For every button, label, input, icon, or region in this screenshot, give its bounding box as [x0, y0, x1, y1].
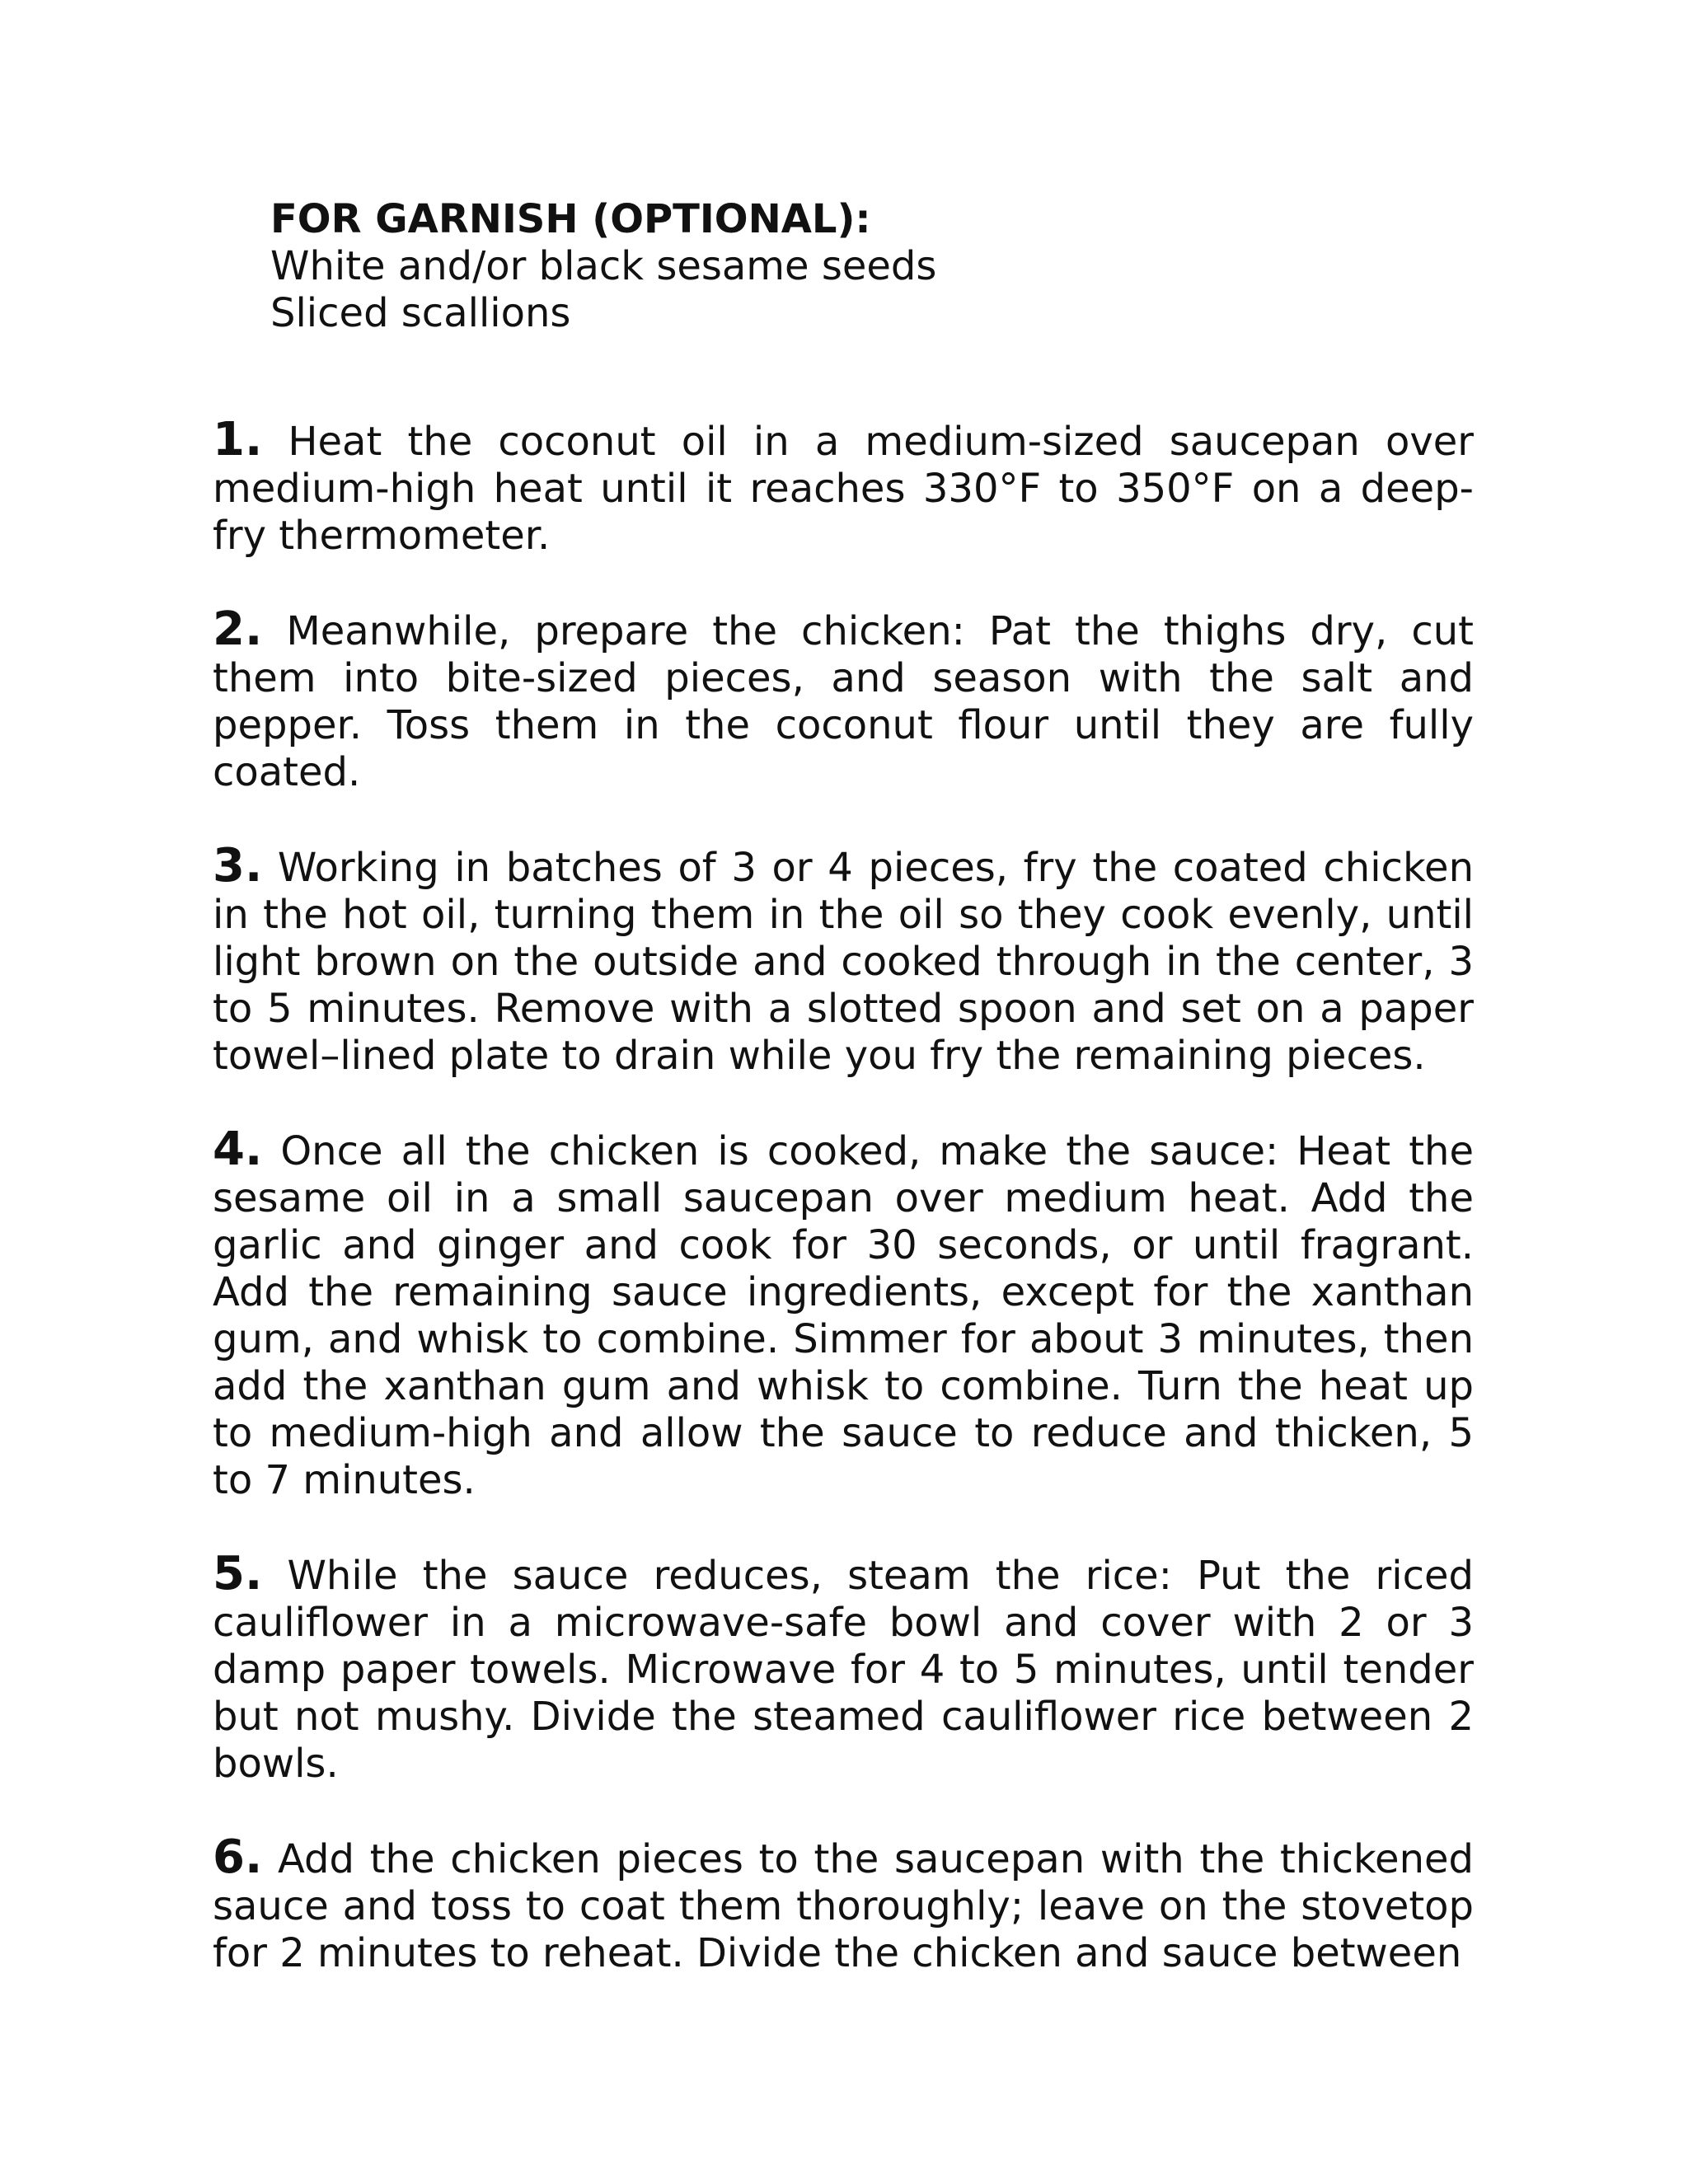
instruction-step — [213, 839, 1474, 1080]
step-text: Heat the coconut oil in a medium-sized saucepan over medium-high heat until it reaches 330°F to 350°F on a deep-fry thermometer. — [213, 419, 1474, 559]
instruction-step — [213, 1122, 1474, 1504]
instructions-list — [213, 413, 1475, 2023]
garnish-item: White and/or black sesame seeds — [270, 243, 937, 289]
step-number: 5. — [213, 1547, 263, 1601]
step-text: Meanwhile, prepare the chicken: Pat the thighs dry, cut them into bite-sized pieces, and season with the salt and pepper. Toss them in the coconut flour until they are fully coated. — [213, 608, 1474, 795]
instruction-step — [213, 1830, 1475, 1977]
step-text: While the sauce reduces, steam the rice: Put the riced cauliflower in a microwave-safe bowl and cover with 2 or 3 damp paper towels. Microwave for 4 to 5 minutes, until tender but not mushy. Divide the steamed cauliflower rice between 2 bowls. — [213, 1553, 1475, 1787]
step-number: 1. — [213, 413, 263, 466]
garnish-item: Sliced scallions — [270, 290, 571, 336]
instruction-step — [213, 602, 1474, 796]
garnish-heading: FOR GARNISH (OPTIONAL): — [270, 196, 871, 242]
step-number: 3. — [213, 839, 263, 893]
step-text: Add the chicken pieces to the saucepan with the thickened sauce and toss to coat them thoroughly; leave on the stovetop for 2 minutes to reheat. Divide the chicken and sauce between — [213, 1836, 1475, 1976]
step-number: 2. — [213, 602, 263, 656]
step-text: Once all the chicken is cooked, make the sauce: Heat the sesame oil in a small saucepan over medium heat. Add the garlic and ginger and cook for 30 seconds, or until fragrant. Add the remaining sauce ingredients, except for the xanthan gum, and whisk to combine. Simmer for about 3 minutes, then add the xanthan gum and whisk to combine. Turn the heat up to medium-high and allow the sauce to reduce and thicken, 5 to 7 minutes. — [213, 1128, 1474, 1503]
instruction-step — [213, 1547, 1475, 1788]
garnish-section — [270, 196, 1424, 337]
step-number: 6. — [213, 1830, 263, 1884]
instruction-step — [213, 413, 1474, 560]
step-text: Working in batches of 3 or 4 pieces, fry the coated chicken in the hot oil, turning them in the oil so they cook evenly, until light brown on the outside and cooked through in the center, 3 to 5 minutes. Remove with a slotted spoon and set on a paper towel–lined plate to drain while you fry the remaining pieces. — [213, 845, 1474, 1079]
step-number: 4. — [213, 1122, 263, 1176]
